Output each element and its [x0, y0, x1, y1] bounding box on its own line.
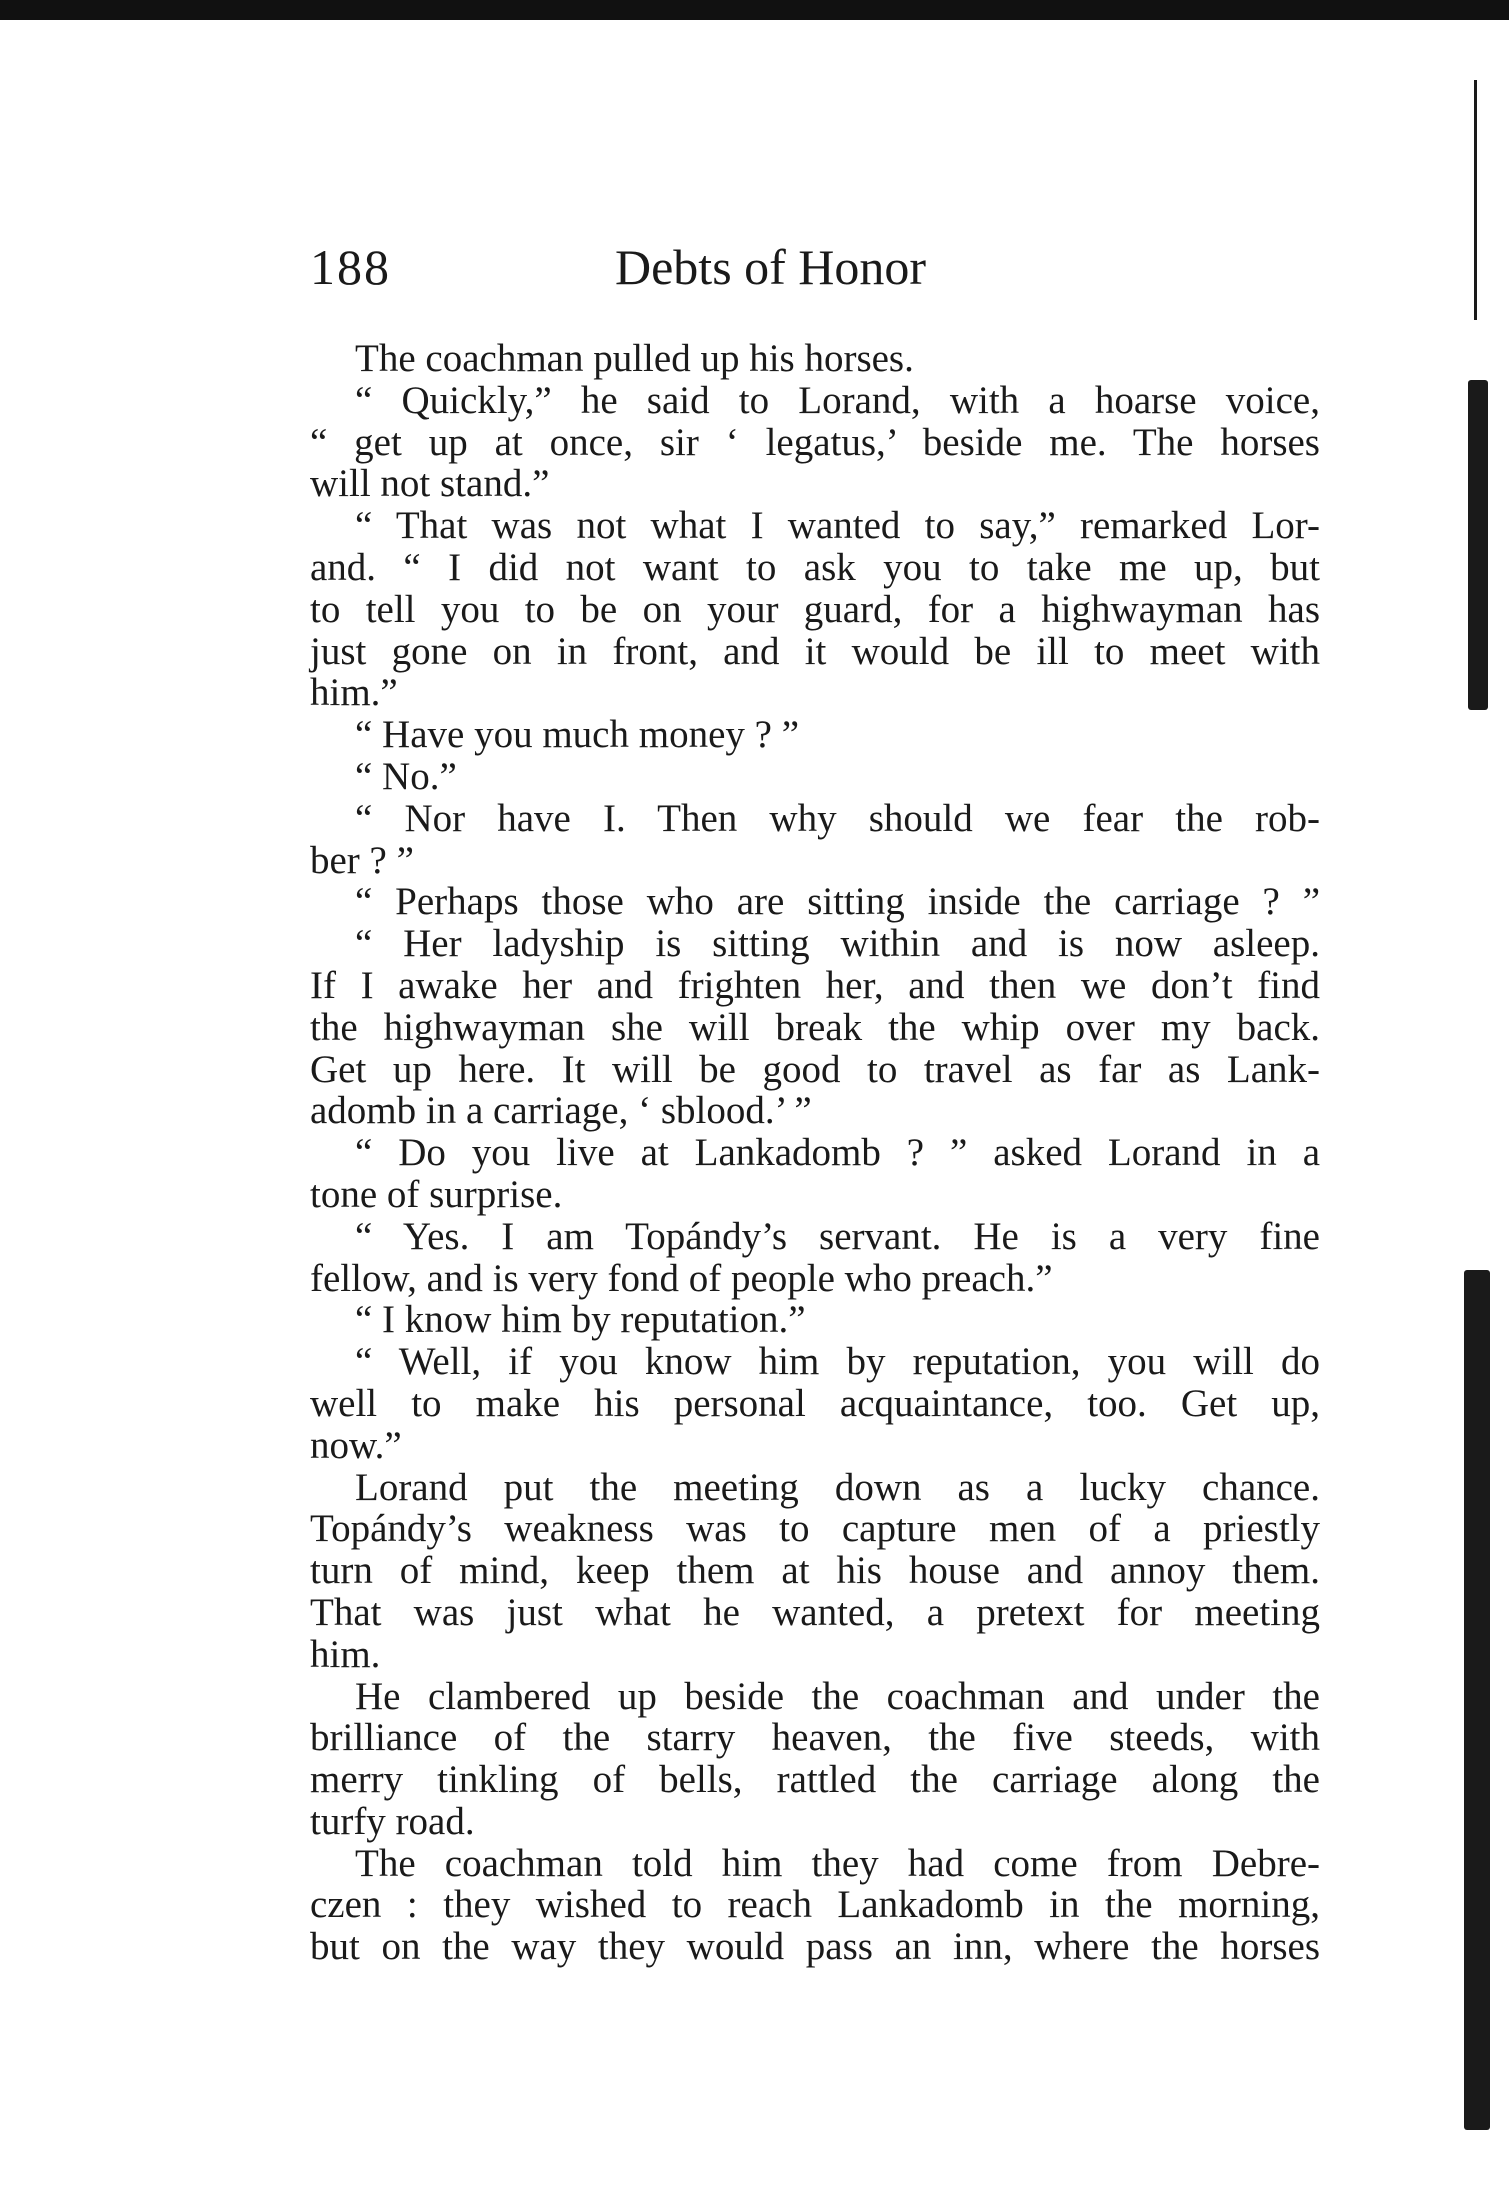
text-line: tone of surprise. — [310, 1172, 563, 1216]
book-title: Debts of Honor — [615, 239, 927, 295]
text-line: turfy road. — [310, 1799, 475, 1843]
text-line: czen : they wished to reach Lankadomb in the morning, — [310, 1883, 1320, 1927]
text-line: just gone on in front, and it would be ill to meet with — [310, 629, 1320, 673]
text-line: “ Do you live at Lankadomb ? ” asked Lorand in a — [355, 1131, 1320, 1175]
text-line: “ Quickly,” he said to Lorand, with a hoarse voice, — [355, 378, 1320, 422]
text-line: fellow, and is very fond of people who preach.” — [310, 1256, 1053, 1300]
text-line: ber ? ” — [310, 838, 414, 882]
text-line: “ Nor have I. Then why should we fear the rob- — [355, 796, 1320, 840]
text-line: but on the way they would pass an inn, where the horses — [310, 1925, 1320, 1969]
text-line: to tell you to be on your guard, for a highwayman has — [310, 587, 1320, 631]
text-line: “ Her ladyship is sitting within and is now asleep. — [355, 922, 1320, 966]
text-line: him. — [310, 1632, 381, 1676]
text-line: “ No.” — [355, 754, 457, 798]
text-line: “ That was not what I wanted to say,” remarked Lor- — [355, 504, 1320, 548]
margin-rule — [1474, 80, 1477, 320]
text-line: the highwayman she will break the whip over my back. — [310, 1005, 1320, 1049]
text-line: now.” — [310, 1423, 402, 1467]
text-line: The coachman told him they had come from Debre- — [355, 1841, 1320, 1885]
text-line: Lorand put the meeting down as a lucky chance. — [355, 1465, 1320, 1509]
binding-shadow-lower — [1464, 1270, 1490, 2130]
text-line: That was just what he wanted, a pretext for meeting — [310, 1590, 1320, 1634]
body-text — [310, 338, 1320, 1968]
text-line: “ Well, if you know him by reputation, you will do — [355, 1340, 1320, 1384]
text-line: Get up here. It will be good to travel as far as Lank- — [310, 1047, 1320, 1091]
text-line: merry tinkling of bells, rattled the carriage along the — [310, 1758, 1320, 1802]
text-line: and. “ I did not want to ask you to take me up, but — [310, 545, 1320, 589]
text-line: turn of mind, keep them at his house and annoy them. — [310, 1549, 1320, 1593]
text-line: well to make his personal acquaintance, too. Get up, — [310, 1381, 1320, 1425]
text-line: He clambered up beside the coachman and under the — [355, 1674, 1320, 1718]
text-line: “ Yes. I am Topándy’s servant. He is a very fine — [355, 1214, 1320, 1258]
page-number: 188 — [310, 239, 391, 295]
running-head — [310, 232, 1320, 302]
text-line: adomb in a carriage, ‘ sblood.’ ” — [310, 1089, 812, 1133]
text-line: will not stand.” — [310, 462, 550, 506]
text-line: “ Perhaps those who are sitting inside the carriage ? ” — [355, 880, 1320, 924]
text-line: brilliance of the starry heaven, the five steeds, with — [310, 1716, 1320, 1760]
top-scan-border — [0, 0, 1509, 20]
text-line: “ I know him by reputation.” — [355, 1298, 806, 1342]
text-line: If I awake her and frighten her, and then we don’t find — [310, 963, 1320, 1007]
text-line: “ get up at once, sir ‘ legatus,’ beside me. The horses — [310, 420, 1320, 464]
binding-shadow-upper — [1468, 380, 1488, 710]
text-line: him.” — [310, 671, 398, 715]
text-line: Topándy’s weakness was to capture men of a priestly — [310, 1507, 1320, 1551]
text-line: “ Have you much money ? ” — [355, 713, 800, 757]
text-line: The coachman pulled up his horses. — [355, 337, 914, 380]
